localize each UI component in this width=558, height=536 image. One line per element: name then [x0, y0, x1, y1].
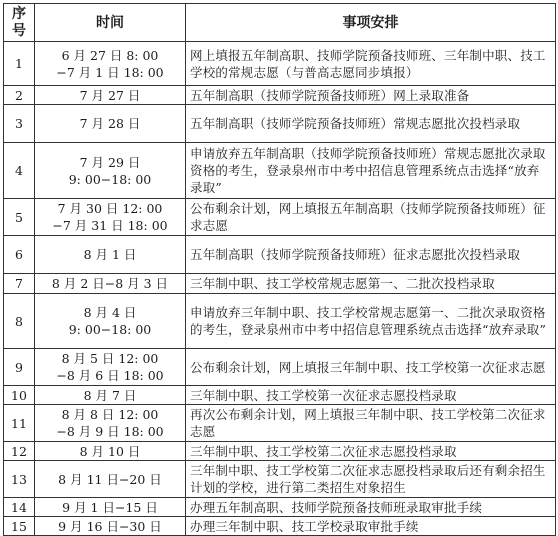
- row-time: 9 月 1 日−15 日: [35, 498, 186, 517]
- row-item: 公布剩余计划，网上填报三年制中职、技工学校第一次征求志愿: [186, 349, 556, 386]
- row-time: 7 月 30 日 12: 00 −7 月 31 日 18: 00: [35, 199, 186, 236]
- table-row: [4, 405, 556, 442]
- table-row: [4, 86, 556, 105]
- row-time: 8 月 2 日−8 月 3 日: [35, 274, 186, 294]
- table-row: [4, 461, 556, 498]
- row-item: 办理三年制中职、技工学校录取审批手续: [186, 517, 556, 536]
- row-no: 6: [4, 236, 35, 274]
- header-item: 事项安排: [186, 4, 556, 42]
- table-row: [4, 349, 556, 386]
- row-time: 8 月 5 日 12: 00 −8 月 6 日 18: 00: [35, 349, 186, 386]
- row-item: 五年制高职（技师学院预备技师班）常规志愿批次投档录取: [186, 105, 556, 143]
- row-no: 9: [4, 349, 35, 386]
- row-item: 再次公布剩余计划，网上填报三年制中职、技工学校第二次征求志愿: [186, 405, 556, 442]
- header-no: 序 号: [4, 4, 35, 42]
- row-time: 6 月 27 日 8: 00 −7 月 1 日 18: 00: [35, 42, 186, 86]
- table-row: [4, 386, 556, 405]
- row-time: 9 月 16 日−30 日: [35, 517, 186, 536]
- row-time: 7 月 29 日 9: 00−18: 00: [35, 143, 186, 199]
- header-row: [4, 4, 556, 42]
- row-time: 8 月 8 日 12: 00 −8 月 9 日 18: 00: [35, 405, 186, 442]
- row-item: 三年制中职、技工学校第二次征求志愿投档录取后还有剩余招生计划的学校，进行第二类招生对象招生: [186, 461, 556, 498]
- row-time: 7 月 27 日: [35, 86, 186, 105]
- row-item: 公布剩余计划，网上填报五年制高职（技师学院预备技师班）征求志愿: [186, 199, 556, 236]
- row-time: 8 月 11 日−20 日: [35, 461, 186, 498]
- table-row: [4, 199, 556, 236]
- row-no: 10: [4, 386, 35, 405]
- table-row: [4, 236, 556, 274]
- table-row: [4, 42, 556, 86]
- row-no: 13: [4, 461, 35, 498]
- row-no: 2: [4, 86, 35, 105]
- row-no: 12: [4, 442, 35, 461]
- row-no: 1: [4, 42, 35, 86]
- row-item: 三年制中职、技工学校第二次征求志愿投档录取: [186, 442, 556, 461]
- row-no: 5: [4, 199, 35, 236]
- row-time: 8 月 4 日 9: 00−18: 00: [35, 294, 186, 349]
- row-no: 14: [4, 498, 35, 517]
- table-row: [4, 442, 556, 461]
- schedule-table: [3, 3, 556, 536]
- table-row: [4, 105, 556, 143]
- row-time: 8 月 10 日: [35, 442, 186, 461]
- row-item: 办理五年制高职、技师学院预备技师班录取审批手续: [186, 498, 556, 517]
- row-no: 3: [4, 105, 35, 143]
- row-item: 五年制高职（技师学院预备技师班）网上录取准备: [186, 86, 556, 105]
- row-item: 五年制高职（技师学院预备技师班）征求志愿批次投档录取: [186, 236, 556, 274]
- table-row: [4, 294, 556, 349]
- table-row: [4, 274, 556, 294]
- row-item: 申请放弃三年制中职、技工学校常规志愿第一、二批次录取资格的考生，登录泉州市中考中招信息管理系统点击选择“放弃录取”: [186, 294, 556, 349]
- table-row: [4, 143, 556, 199]
- row-time: 7 月 28 日: [35, 105, 186, 143]
- header-time: 时间: [35, 4, 186, 42]
- row-no: 8: [4, 294, 35, 349]
- row-item: 三年制中职、技工学校常规志愿第一、二批次投档录取: [186, 274, 556, 294]
- table-row: [4, 498, 556, 517]
- row-item: 三年制中职、技工学校第一次征求志愿投档录取: [186, 386, 556, 405]
- row-no: 11: [4, 405, 35, 442]
- row-item: 申请放弃五年制高职（技师学院预备技师班）常规志愿批次录取资格的考生，登录泉州市中考中招信息管理系统点击选择“放弃录取”: [186, 143, 556, 199]
- row-time: 8 月 7 日: [35, 386, 186, 405]
- row-no: 4: [4, 143, 35, 199]
- row-no: 15: [4, 517, 35, 536]
- row-no: 7: [4, 274, 35, 294]
- row-time: 8 月 1 日: [35, 236, 186, 274]
- table-row: [4, 517, 556, 536]
- row-item: 网上填报五年制高职、技师学院预备技师班、三年制中职、技工学校的常规志愿（与普高志愿同步填报）: [186, 42, 556, 86]
